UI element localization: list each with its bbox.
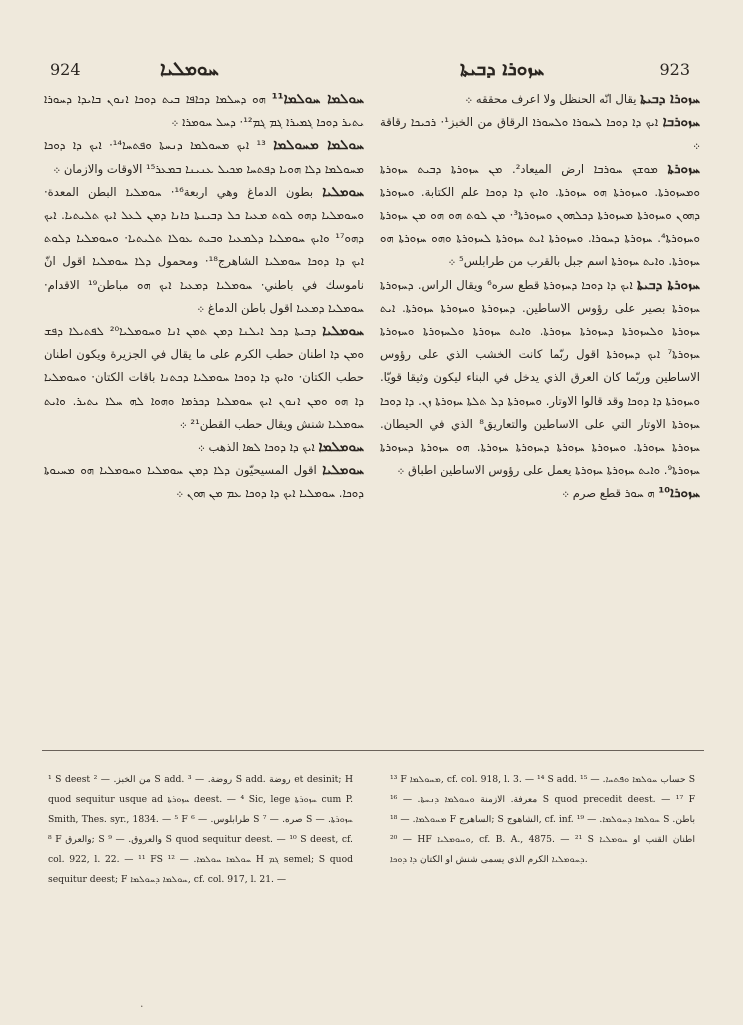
entry-headword: ܚܘܠܡܐ ܡܚܘܠܡܐ [273, 137, 364, 154]
footnotes-right [390, 770, 695, 940]
entry-headword: ܚܘܡܠܝܐ [322, 323, 364, 340]
entry-text: ܐܝܟ ܕܐ ܕܘܟܐ ܠܚܘܪܐ ܘܠܚܘܪܐ الرقاق من الخبز¹· ܪܟܝܟܐ رقاقة ܀ [380, 115, 700, 153]
dictionary-entry [380, 111, 700, 157]
entry-headword: ܚܘܡܠܝܐ [322, 183, 364, 200]
footnote-block: ¹³ F ܡܚܘܠܡܐ, cf. col. 918, l. 3. — ¹⁴ S add. حساب ܚܘܠܡܐ ܘܦܬܚܐ. — ¹⁵ S معرفة. الازمنة ܘܚܘܠܡܐ ܕܢܚܬܐ. — ¹⁶ S quod precedit deest. — ¹⁷ F ܡܚܘܠܡܐ. — ¹⁸ F الساهرج; S الشاهوج, cf. inf. ܚܘܠܡܐ ܕܚܘܠܡܐ. — ¹⁹ S باطن. — ²⁰ HF ܘܚܘܡܠܝܐ, cf. B. A., 4875. — ²¹ S اطنان القنب او ܚܘܡܠܝܐ ܕܚܘܡܠܝܐ الكرم الذي يسمى شنش او الكتان ܕܐ ܕܘܟܐ. [390, 774, 695, 865]
entry-text: ܐܝܟ ܕܐ ܕܘܟܐ ܕܚܙܘܪܬܐ قطع سره⁶ ويقال الراس. ܕܚܙܘܪܬܐ ܚܙܘܪܬܐ بصير على رؤوس الاساطين. ܕܚܙܘܪܬܐ ܘܚܙܘܪܬܐ ܚܙܘܪܬܐ. ܐܝܬ ܚܙܘܪܬܐ ܘܠܚܙܘܪܬܐ ܕܚܙܘܪܬܐ ܚܙܘܪܬܐ. ܘܐܝܬ ܚܙܘܪܬܐ ܘܠܚܙܘܪܬܐ ܘܚܙܘܪܬܐ ܚܙܘܪܬܐ⁷ ܐܝܟ ܕܚܙܘܪܬܐ اقول ربّما كانت الخشب الذي على رؤوس الاساطين وربّما كان العرق الذي يدخل في البناء ليكون وثيقا قويّا. ܘܚܙܘܪܬܐ ܕܐ ܕܘܟܐ وقد قالوا الاوتار. ܘܚܙܘܪܬܐ ܕܠ ܬܠܬܐ ܚܙܘܪܬܐ ܙܢ. ܕܐ ܕܘܟܐ ܚܙܘܪܬܐ الاوتار التي على الاساطين والتعاريق⁸ الذي في الحيطان. ܚܙܘܪܬܐ ܚܙܘܪܬܐ. ܘܚܙܘܪܬܐ ܚܙܘܪܬܐ ܕܚܙܘܪܬܐ ܚܙܘܪܬܐ. ܗܘ ܚܙܘܪܬܐ ܕܚܙܘܪܬܐ ܚܙܘܪܬܐ⁹. ܘܐܝܬ ܚܙܘܪܬܐ ܚܙܘܪܬܐ يعمل على رؤوس الاساطين اطباق ܀ [380, 277, 700, 478]
entry-headword: ܚܘܡܠܝܐ [322, 462, 364, 479]
entry-text: ܗܘ ܕܚܠܡܐ ܕܟܐܦܐ ܒܝܬ ܕܘܟܐ ܐܢܘܢ ܒܐܝܕܐ ܕܚܘܪܐ ܝܬܝܪ ܕܘܟܐ ܓܡܝܪܐ ܓܡ ܓܡ¹²· ܕܚܠ ܚܘܡܪܐ ܀ [44, 92, 364, 130]
entry-text: ܐܝܟ ܕܐ ܕܘܟܐ ܠܣܐ الذهب ܀ [197, 440, 315, 455]
entry-headword: ܚܘܠܡܐ ܚܘܠܡܐ¹¹ [271, 91, 364, 107]
entry-text: ܡܘܫܟ ܚܘܪܒܐ ارض الميعاد². ܡܢ ܚܙܘܪܬܐ ܕܒܝܬ ܚܙܘܪܬܐ ܘܡܚܙܘܪܬܐ. ܘܚܙܘܪܬܐ ܗܘ ܚܙܘܪܬܐ. ܘܐܝܟ ܕܐ ܕܘܟܐ علم الكتابة. ܘܚܙܘܪܬܐ ܕܗܘܢ ܘܚܙܘܪܬܐ ܡܚܙܘܪܬܐ ܕܟܠܗܘܢ ܘܚܙܘܪܬܐ³· ܡܢ ܠܘܬ ܗܘ ܗܘ ܡܢ ܚܙܘܪܬܐ ܘܚܙܘܪܬܐ⁴. ܚܙܘܪܬܐ ܕܚܘܪܐ. ܘܚܙܘܪܬܐ ܐܝܬ ܚܙܘܪܬܐ ܠܚܙܘܪܬܐ ܘܗܘ ܚܙܘܪܬܐ ܗܘ ܚܙܘܪܬܐ. ܘܐܝܬ ܚܙܘܪܬܐ اسم جبل بالقرب من طرابلس⁵ ܀ [380, 161, 700, 269]
right-running-title: ܚܙܘܪܐ ܕܒܝܬܐ [460, 58, 545, 80]
entry-headword: ܚܙܘܪܬܐ ܕܒܝܬܐ [637, 276, 700, 293]
footnote-rule [42, 750, 704, 751]
left-running-title: ܚܘܡܠܝܐ [160, 58, 219, 80]
left-column [44, 88, 364, 740]
scan-mark: · [140, 1000, 144, 1013]
footnotes-left [48, 770, 353, 940]
right-page-number: 923 [659, 60, 690, 79]
entry-headword: ܚܙܘܪܬܐ [667, 160, 700, 177]
dictionary-entry [380, 482, 700, 505]
footnote-block: ¹ S deest من الخبز. — ² S add. روضة. — ³ S add. روضة et desinit; H quod sequitur usque ad ܚܙܘܪܬܐ deest. — ⁴ Sic, lege ܚܙܘܪܬܐ cum P. Smith, Thes. syr., 1834. — ⁵ F طرابلوس. — ⁶ S صره. — ⁷ S ܚܙܘܪܬܐ. — ⁸ F والعرق; S والعروق. — ⁹ S quod sequitur deest. — ¹⁰ S deest, cf. col. 922, l. 22. — ¹¹ FS ܚܘܠܡܐ ܚܘܠܡܐ. — ¹² H ܓܡ semel; S quod sequitur deest; F ܚܘܠܡܐ ܕܚܘܠܡܐ, cf. col. 917, l. 21. — [48, 774, 353, 885]
entry-headword: ܚܘܡܠܡܐ [318, 439, 364, 456]
left-page-number: 924 [50, 60, 81, 79]
dictionary-entry [380, 88, 700, 111]
entry-headword: ܚܙܘܪܐ¹⁰ [658, 485, 700, 502]
dictionary-entry [44, 436, 364, 459]
entry-text: يقال انّه الحنظل ولا اعرف محققه ܀ [465, 92, 637, 106]
dictionary-entry [380, 274, 700, 483]
entry-text: ܗ ܚܘܪ قطع صرم ܀ [562, 486, 655, 501]
entry-text: ܕܒܝܬܐ ܕܟܠ ܐܝܠܢܐ ܕܡܢ ܬܡܢ ܐܢܐ ܘܚܘܡܠܝܐ²⁰ ܠܦܬܝܠܐ ܕܦܫ ܘܡܢ ܕܐ اطنان حطب الكرم على ما يقال في الجزيرة ويكون اطنان حطب الكتان· ܘܐܝܟ ܕܐ ܕܘܟܐ ܚܘܡܠܝܐ ܕܟܬܢܐ باقات الكتان· ܘܚܘܡܠܝܐ ܕܐ ܗܘ ܘܡܢ ܐܢܘܢ ܐܝܟ ܚܘܡܠܝܐ ܕܟܪܡܐ ܘܗܘܐ ܠܗ ܚܠܐ ܝܬܝܪ. ܘܐܝܬ ܚܘܡܠܝܐ شنش ويقال حطب القطن²¹ ܀ [44, 324, 364, 431]
entry-text: ¹³ ܐܝܟ ܡܚܘܠܡܐ ܕܢܚܬܐ ܘܦܬܚܐ¹⁴· ܐܝܟ ܕܐ ܕܘܟܐ ܡܚܘܠܡܐ ܕܠܐ ܗܘܝܐ ܕܦܬܚܐ ܡܟܝܠ ܥܢܝܢܐ ܒܡܥܪ¹⁵ الاوقات والازمان ܀ [44, 138, 364, 176]
dictionary-entry [380, 158, 700, 274]
dictionary-entry [44, 181, 364, 320]
page-header [40, 60, 700, 90]
right-column [380, 88, 700, 740]
entry-headword: ܚܙܘܪܒܐ [662, 114, 700, 131]
dictionary-entry [44, 320, 364, 436]
entry-text: اقول المسيحيّون ܕܠܐ ܕܡܢ ܚܘܡܠܝܐ ܘܚܘܡܠܝܐ ܗܘ ܡܚܝܘܬܐ ܕܘܟܐ. ܚܘܡܠܝܐ ܐܝܟ ܕܐ ܕܘܟܐ ܥܡ ܡܢ ܗܘܢ ܀ [44, 463, 364, 501]
entry-headword: ܚܙܘܪܐ ܕܒܝܬܐ [640, 91, 700, 107]
entry-text: بطون الدماغ وهي اربعة¹⁶· ܚܘܡܠܝܐ البطن المعدة· ܘܚܘܡܠܝܐ ܕܗܘ ܠܘܬ ܡܥܝܐ ܟܠ ܕܒܝܢܬܐ ܟܐܢܐ ܕܡܢ ܠܥܠ ܐܝܟ ܬܠܝܬܝܐ. ܐܝܟ ܕܗܘ¹⁷ ܘܐܝܟ ܚܘܡܠܝܐ ܕܠܡܥܝܐ ܘܒܝܬ ܥܘܠܐ ܬܠܝܬܝܐ· ܘܚܘܡܠܝܐ ܕܠܘܬ ܐܝܟ ܕܐ ܕܘܟܐ ܚܘܡܠܝܐ الشاهرج¹⁸· ومحمول ܕܠܐ ܚܘܡܠܝܐ اقول انّ ناموسك في باطني· ܚܘܡܠܝܐ ܕܡܥܝܐ ܐܝܟ ܗܘ مباطن¹⁹ الاقدام· ܚܘܡܠܝܐ ܕܡܥܝܐ اقول باطن الدماغ ܀ [44, 184, 364, 315]
dictionary-entry [44, 459, 364, 505]
dictionary-entry [44, 134, 364, 180]
dictionary-entry [44, 88, 364, 134]
